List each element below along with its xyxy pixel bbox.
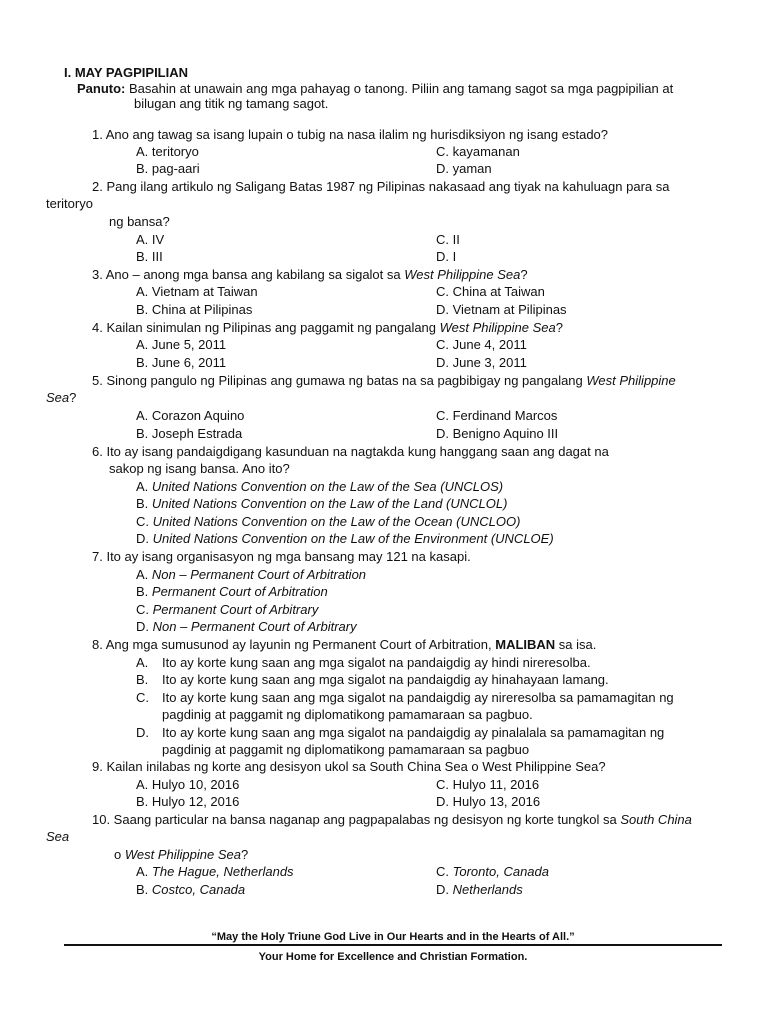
q2-choice-b: B. III xyxy=(136,249,163,264)
footer-tagline: Your Home for Excellence and Christian Formation. xyxy=(258,951,528,963)
q1-choice-a: A. teritoryo xyxy=(136,144,199,159)
q8-text-bold: MALIBAN xyxy=(495,637,556,652)
q6-a-letter: A. xyxy=(136,479,152,494)
q10-choice-b xyxy=(136,881,245,898)
q10-d-letter: D. xyxy=(436,882,453,897)
q6-c-text: United Nations Convention on the Law of the Ocean (UNCLOO) xyxy=(152,514,521,529)
q8-text: 8. Ang mga sumusunod ay layunin ng Permanent Court of Arbitration, xyxy=(92,637,496,652)
q1-choice-c: C. kayamanan xyxy=(436,144,520,159)
q10-b-text: Costco, Canada xyxy=(151,882,246,897)
q7-c-text: Permanent Court of Arbitrary xyxy=(152,602,319,617)
footer-divider xyxy=(64,944,722,946)
q9-choice-c: C. Hulyo 11, 2016 xyxy=(436,777,540,792)
q6-c-letter: C. xyxy=(136,514,153,529)
q8-choice-b: Ito ay korte kung saan ang mga sigalot na pandaigdig ay hinahayaan lamang. xyxy=(162,672,609,687)
q2-choice-a: A. IV xyxy=(136,232,165,247)
q1-choice-b: B. pag-aari xyxy=(136,161,200,176)
q10-choice-a xyxy=(136,863,294,880)
q10-d-text: Netherlands xyxy=(452,882,523,897)
q7-a-text: Non – Permanent Court of Arbitration xyxy=(151,567,367,582)
q8-choice-d-letter: D. xyxy=(136,725,149,740)
question-8 xyxy=(92,636,596,653)
q9-choice-a: A. Hulyo 10, 2016 xyxy=(136,777,240,792)
q4-choice-b: B. June 6, 2011 xyxy=(136,355,227,370)
directions-label: Panuto: xyxy=(77,81,126,96)
q10-b-letter: B. xyxy=(136,882,152,897)
q4-text-end: ? xyxy=(555,320,563,335)
question-4 xyxy=(92,319,563,336)
q6-choice-a xyxy=(136,478,503,495)
q9-choice-b: B. Hulyo 12, 2016 xyxy=(136,794,240,809)
q10-choice-d xyxy=(436,881,523,898)
question-6-cont: sakop ng isang bansa. Ano ito? xyxy=(109,461,290,476)
q10-c-text: Toronto, Canada xyxy=(452,864,549,879)
question-3 xyxy=(92,266,528,283)
q7-b-letter: B. xyxy=(136,584,152,599)
q8-choice-a: Ito ay korte kung saan ang mga sigalot na pandaigdig ay hindi nireresolba. xyxy=(162,655,591,670)
q7-c-letter: C. xyxy=(136,602,153,617)
q10-a-letter: A. xyxy=(136,864,152,879)
q8-choice-c-cont: pagdinig at paggamit ng diplomatikong pamamaraan sa pagbuo. xyxy=(162,707,533,722)
q6-d-text: United Nations Convention on the Law of the Environment (UNCLOE) xyxy=(152,531,554,546)
q10-text: 10. Saang particular na bansa naganap ang pagpapalabas ng desisyon ng korte tungkol sa xyxy=(92,812,621,827)
q5-text: 5. Sinong pangulo ng Pilipinas ang gumawa ng batas na sa pagbibigay ng pangalang xyxy=(92,373,587,388)
q3-choice-c: C. China at Taiwan xyxy=(436,284,545,299)
q3-choice-a: A. Vietnam at Taiwan xyxy=(136,284,258,299)
question-5-wrap xyxy=(46,389,76,406)
q7-a-letter: A. xyxy=(136,567,152,582)
q7-choice-b xyxy=(136,583,328,600)
q10-a-text: The Hague, Netherlands xyxy=(151,864,294,879)
footer-motto: “May the Holy Triune God Live in Our Hearts and in the Hearts of All.” xyxy=(211,931,575,943)
q8-text-end: sa isa. xyxy=(555,637,597,652)
q7-choice-a xyxy=(136,566,366,583)
q4-choice-d: D. June 3, 2011 xyxy=(436,355,527,370)
q7-choice-c xyxy=(136,601,318,618)
question-2-wrap: teritoryo xyxy=(46,196,93,211)
q8-choice-d: Ito ay korte kung saan ang mga sigalot na pandaigdig ay pinalalala sa pamamagitan ng xyxy=(162,725,665,740)
q3-text: 3. Ano – anong mga bansa ang kabilang sa sigalot sa xyxy=(92,267,405,282)
question-10-cont xyxy=(114,846,248,863)
question-9: 9. Kailan inilabas ng korte ang desisyon ukol sa South China Sea o West Philippine Sea? xyxy=(92,759,606,774)
question-10-wrap xyxy=(46,828,69,845)
q3-choice-d: D. Vietnam at Pilipinas xyxy=(436,302,567,317)
q4-choice-a: A. June 5, 2011 xyxy=(136,337,227,352)
q6-d-letter: D. xyxy=(136,531,153,546)
q4-text-italic: West Philippine Sea xyxy=(439,320,556,335)
q6-a-text: United Nations Convention on the Law of the Sea (UNCLOS) xyxy=(151,479,504,494)
q4-choice-c: C. June 4, 2011 xyxy=(436,337,527,352)
q9-choice-d: D. Hulyo 13, 2016 xyxy=(436,794,541,809)
directions-line-2: bilugan ang titik ng tamang sagot. xyxy=(134,96,329,111)
q4-text: 4. Kailan sinimulan ng Pilipinas ang paggamit ng pangalang xyxy=(92,320,440,335)
q5-choice-b: B. Joseph Estrada xyxy=(136,426,243,441)
q7-d-letter: D. xyxy=(136,619,153,634)
question-2: 2. Pang ilang artikulo ng Saligang Batas 1987 ng Pilipinas nakasaad ang tiyak na kahuluagn para sa xyxy=(92,179,670,194)
q6-choice-b xyxy=(136,495,507,512)
q6-b-text: United Nations Convention on the Law of the Land (UNCLOL) xyxy=(151,496,508,511)
q2-choice-c: C. II xyxy=(436,232,460,247)
q3-text-italic: West Philippine Sea xyxy=(404,267,521,282)
q5-wrap-end: ? xyxy=(69,390,77,405)
q2-choice-d: D. I xyxy=(436,249,457,264)
directions-text: Basahin at unawain ang mga pahayag o tanong. Piliin ang tamang sagot sa mga pagpipilian at xyxy=(125,81,674,96)
section-title: I. MAY PAGPIPILIAN xyxy=(64,65,189,80)
q10-c-letter: C. xyxy=(436,864,453,879)
q7-d-text: Non – Permanent Court of Arbitrary xyxy=(152,619,357,634)
q5-choice-d: D. Benigno Aquino III xyxy=(436,426,559,441)
q8-choice-d-cont: pagdinig at paggamit ng diplomatikong pamamaraan sa pagbuo xyxy=(162,742,530,757)
question-1: 1. Ano ang tawag sa isang lupain o tubig na nasa ilalim ng hurisdiksiyon ng isang estado? xyxy=(92,127,609,142)
q8-choice-b-letter: B. xyxy=(136,672,149,687)
q10-wrap-italic: Sea xyxy=(46,829,70,844)
q10-cont-italic: West Philippine Sea xyxy=(124,847,241,862)
question-6: 6. Ito ay isang pandaigdigang kasunduan na nagtakda kung hanggang saan ang dagat na xyxy=(92,444,609,459)
q8-choice-c: Ito ay korte kung saan ang mga sigalot na pandaigdig ay nireresolba sa pamamagitan ng xyxy=(162,690,674,705)
q5-wrap-italic: Sea xyxy=(46,390,70,405)
q3-text-end: ? xyxy=(520,267,528,282)
q5-choice-c: C. Ferdinand Marcos xyxy=(436,408,558,423)
question-2-cont: ng bansa? xyxy=(109,214,170,229)
question-10 xyxy=(92,811,692,828)
q10-cont-end: ? xyxy=(240,847,249,862)
q10-choice-c xyxy=(436,863,549,880)
q6-choice-d xyxy=(136,530,554,547)
question-5 xyxy=(92,372,676,389)
q6-b-letter: B. xyxy=(136,496,152,511)
q6-choice-c xyxy=(136,513,520,530)
q5-choice-a: A. Corazon Aquino xyxy=(136,408,245,423)
question-7: 7. Ito ay isang organisasyon ng mga bansang may 121 na kasapi. xyxy=(92,549,471,564)
q3-choice-b: B. China at Pilipinas xyxy=(136,302,253,317)
q7-choice-d xyxy=(136,618,357,635)
q7-b-text: Permanent Court of Arbitration xyxy=(151,584,328,599)
q5-text-italic: West Philippine xyxy=(586,373,676,388)
q10-cont-text: o xyxy=(114,847,125,862)
q10-text-italic: South China xyxy=(620,812,692,827)
q8-choice-c-letter: C. xyxy=(136,690,149,705)
q8-choice-a-letter: A. xyxy=(136,655,149,670)
q1-choice-d: D. yaman xyxy=(436,161,492,176)
